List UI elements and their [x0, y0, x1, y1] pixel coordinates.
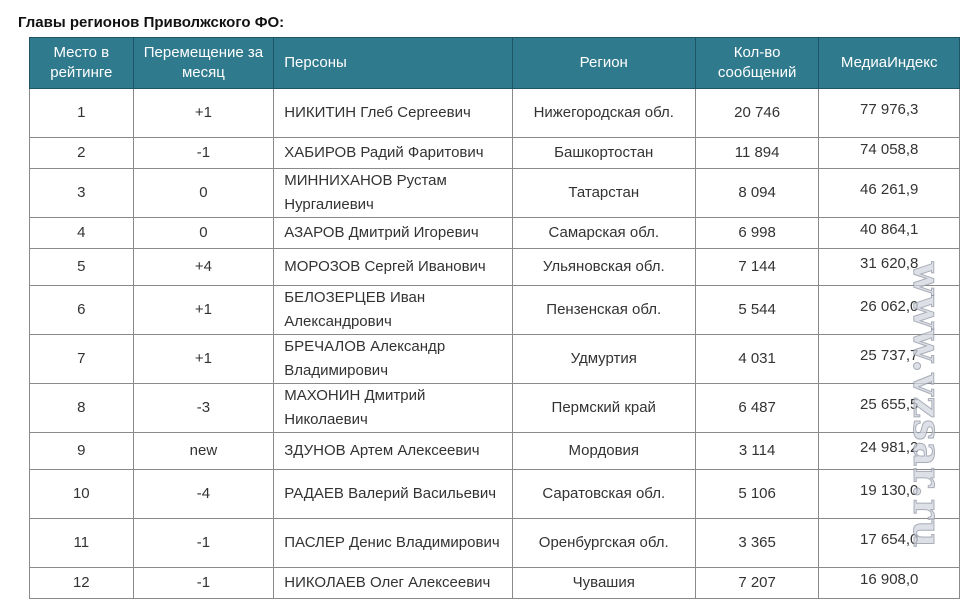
cell-region: Башкортостан [512, 138, 695, 169]
cell-move: 0 [133, 218, 274, 249]
watermark [905, 262, 950, 608]
cell-region: Ульяновская обл. [512, 249, 695, 286]
cell-person: ХАБИРОВ Радий Фаритович [274, 138, 512, 169]
cell-messages: 7 144 [695, 249, 819, 286]
cell-rank: 6 [30, 286, 134, 335]
cell-index [819, 138, 960, 169]
cell-region: Оренбургская обл. [512, 519, 695, 568]
header-move: Перемещение за месяц [133, 38, 274, 89]
cell-messages: 3 365 [695, 519, 819, 568]
cell-person: МАХОНИН Дмитрий Николаевич [274, 384, 512, 433]
header-index: МедиаИндекс [819, 38, 960, 89]
cell-index-value: 26 062,0 [860, 298, 919, 315]
cell-move: +1 [133, 89, 274, 138]
table-row [30, 384, 960, 433]
cell-rank: 8 [30, 384, 134, 433]
cell-move: 0 [133, 169, 274, 218]
table-row [30, 249, 960, 286]
cell-region: Удмуртия [512, 335, 695, 384]
cell-rank: 2 [30, 138, 134, 169]
cell-index [819, 89, 960, 138]
table-row [30, 169, 960, 218]
table-row [30, 218, 960, 249]
cell-region: Нижегородская обл. [512, 89, 695, 138]
cell-messages: 5 106 [695, 470, 819, 519]
cell-index-value: 19 130,0 [860, 482, 919, 499]
cell-region: Татарстан [512, 169, 695, 218]
cell-region: Мордовия [512, 433, 695, 470]
cell-move: -1 [133, 519, 274, 568]
cell-person: НИКИТИН Глеб Сергеевич [274, 89, 512, 138]
cell-index-value: 74 058,8 [860, 141, 919, 158]
cell-rank: 11 [30, 519, 134, 568]
cell-move: +1 [133, 286, 274, 335]
cell-index-value: 46 261,9 [860, 181, 919, 198]
cell-index-value: 25 655,5 [860, 396, 919, 413]
cell-region: Саратовская обл. [512, 470, 695, 519]
cell-index-value: 25 737,7 [860, 347, 919, 364]
table-row [30, 568, 960, 599]
cell-index-value: 40 864,1 [860, 221, 919, 238]
watermark-text: www.vzsar.ru [905, 262, 950, 549]
cell-person: РАДАЕВ Валерий Васильевич [274, 470, 512, 519]
cell-person: АЗАРОВ Дмитрий Игоревич [274, 218, 512, 249]
header-person: Персоны [274, 38, 512, 89]
page-title: Главы регионов Приволжского ФО: [18, 14, 285, 31]
cell-move: -1 [133, 138, 274, 169]
header-messages: Кол-во сообщений [695, 38, 819, 89]
cell-person: ПАСЛЕР Денис Владимирович [274, 519, 512, 568]
cell-rank: 10 [30, 470, 134, 519]
table-row [30, 89, 960, 138]
cell-move: +4 [133, 249, 274, 286]
cell-person: НИКОЛАЕВ Олег Алексеевич [274, 568, 512, 599]
cell-person: ЗДУНОВ Артем Алексеевич [274, 433, 512, 470]
cell-move: +1 [133, 335, 274, 384]
table-row [30, 286, 960, 335]
rating-table [29, 37, 960, 599]
table-row [30, 138, 960, 169]
header-region: Регион [512, 38, 695, 89]
cell-rank: 5 [30, 249, 134, 286]
cell-messages: 11 894 [695, 138, 819, 169]
cell-rank: 7 [30, 335, 134, 384]
cell-person: МОРОЗОВ Сергей Иванович [274, 249, 512, 286]
cell-messages: 5 544 [695, 286, 819, 335]
cell-index-value: 77 976,3 [860, 101, 919, 118]
cell-messages: 6 998 [695, 218, 819, 249]
cell-messages: 7 207 [695, 568, 819, 599]
cell-move: -3 [133, 384, 274, 433]
cell-region: Чувашия [512, 568, 695, 599]
cell-person: МИННИХАНОВ Рустам Нургалиевич [274, 169, 512, 218]
table-row [30, 433, 960, 470]
cell-messages: 20 746 [695, 89, 819, 138]
table-header-row [30, 38, 960, 89]
cell-index-value: 16 908,0 [860, 571, 919, 588]
cell-rank: 9 [30, 433, 134, 470]
cell-person: БРЕЧАЛОВ Александр Владимирович [274, 335, 512, 384]
cell-rank: 4 [30, 218, 134, 249]
cell-messages: 4 031 [695, 335, 819, 384]
table-row [30, 470, 960, 519]
cell-rank: 3 [30, 169, 134, 218]
cell-messages: 3 114 [695, 433, 819, 470]
cell-rank: 1 [30, 89, 134, 138]
cell-index-value: 17 654,0 [860, 531, 919, 548]
cell-messages: 8 094 [695, 169, 819, 218]
cell-person: БЕЛОЗЕРЦЕВ Иван Александрович [274, 286, 512, 335]
cell-move: -4 [133, 470, 274, 519]
header-rank: Место в рейтинге [30, 38, 134, 89]
table-row [30, 335, 960, 384]
cell-messages: 6 487 [695, 384, 819, 433]
cell-region: Самарская обл. [512, 218, 695, 249]
cell-index-value: 31 620,8 [860, 255, 919, 272]
cell-move: -1 [133, 568, 274, 599]
cell-index-value: 24 981,2 [860, 439, 919, 456]
cell-region: Пензенская обл. [512, 286, 695, 335]
cell-rank: 12 [30, 568, 134, 599]
table-row [30, 519, 960, 568]
cell-region: Пермский край [512, 384, 695, 433]
cell-move: new [133, 433, 274, 470]
cell-index [819, 218, 960, 249]
cell-index [819, 169, 960, 218]
